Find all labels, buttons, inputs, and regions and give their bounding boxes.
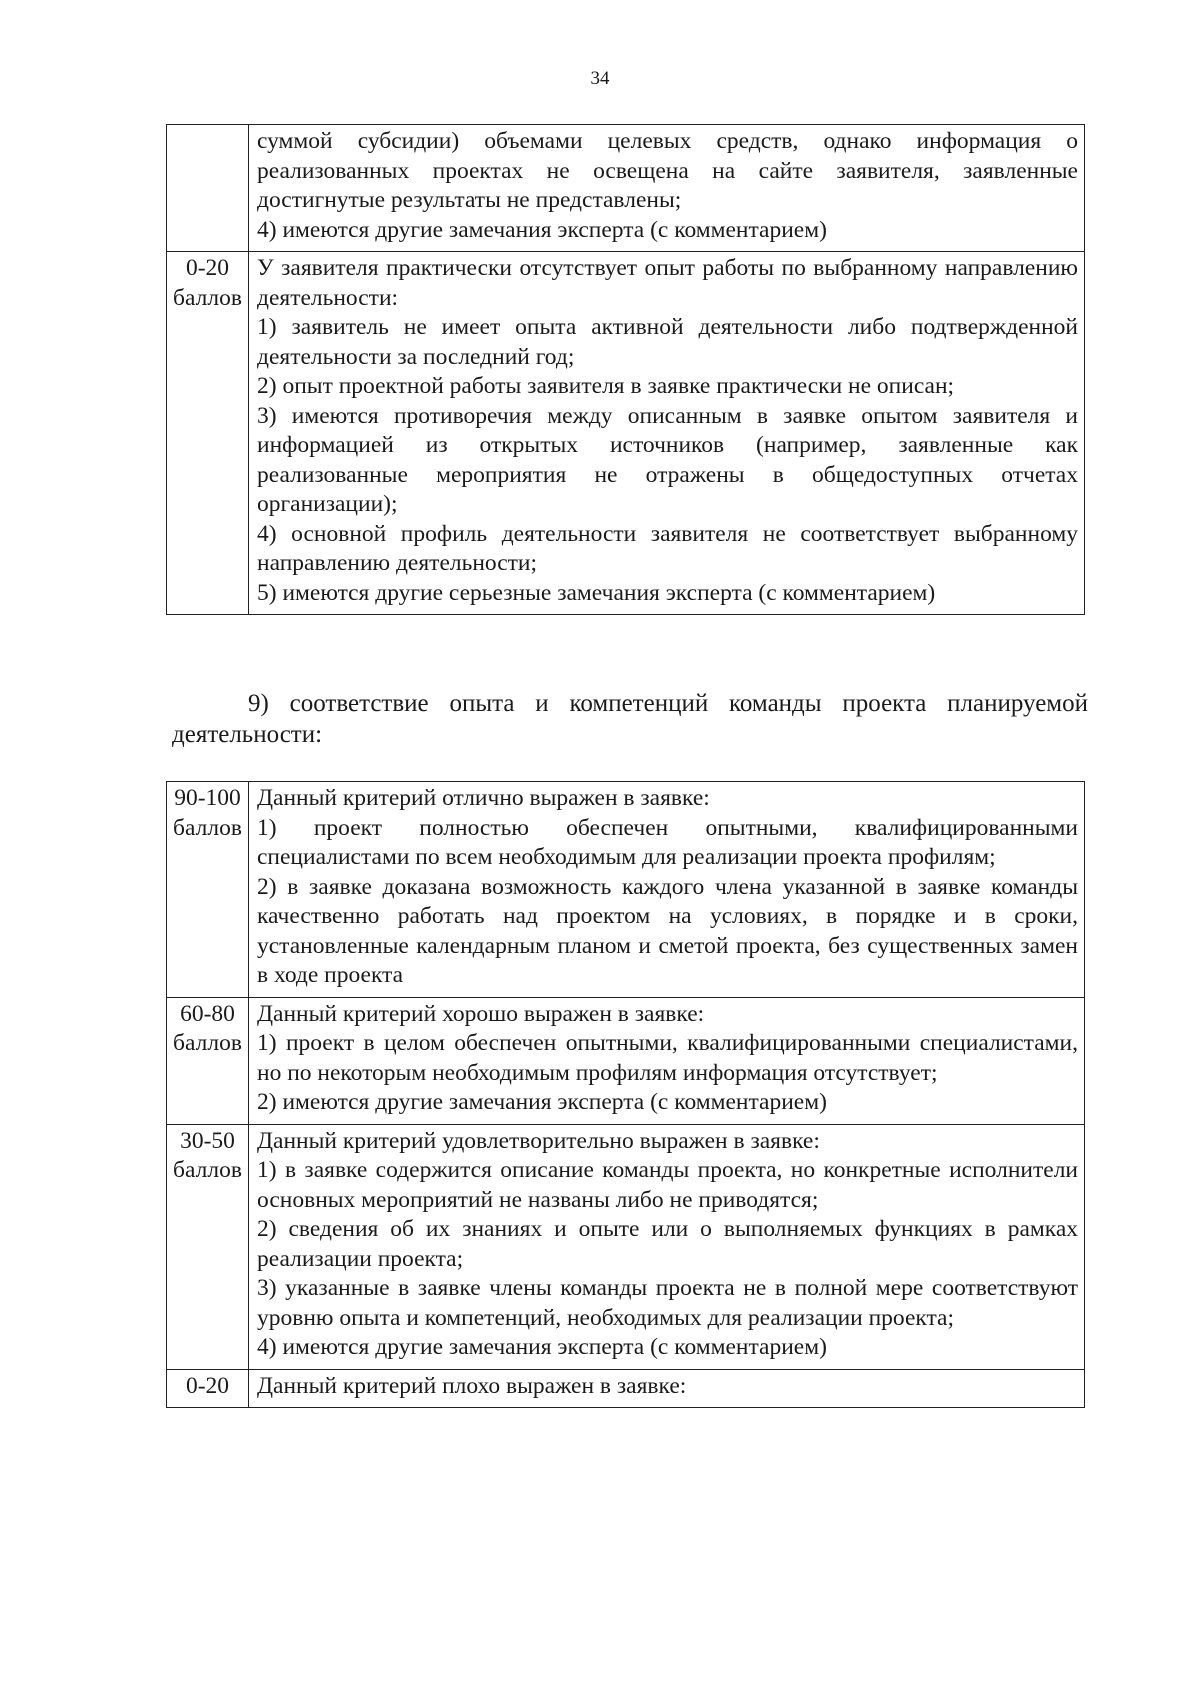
table-row xyxy=(167,1369,1085,1408)
score-range: 60-80 xyxy=(180,1000,235,1027)
score-unit: баллов xyxy=(173,1030,242,1056)
table-row xyxy=(167,1124,1085,1369)
description-line: Данный критерий плохо выражен в заявке: xyxy=(257,1372,687,1399)
description-line: 2) сведения об их знаниях и опыте или о выполняемых функциях в рамках реализации проекта; xyxy=(257,1216,1078,1272)
score-cell xyxy=(167,1369,249,1408)
score-cell xyxy=(167,782,249,998)
description-cell xyxy=(249,1124,1085,1369)
criteria-table-continued xyxy=(166,124,1085,615)
score-unit: баллов xyxy=(173,814,242,841)
table-row xyxy=(167,252,1085,615)
description-line: суммой субсидии) объемами целевых средств, однако информация о реализованных проектах не освещена на сайте заявителя, заявленные достигнутые результаты не представлены; xyxy=(257,128,1078,213)
description-cell xyxy=(249,125,1085,252)
description-cell xyxy=(249,1369,1085,1408)
description-line: Данный критерий удовлетворительно выражен в заявке: xyxy=(257,1127,820,1154)
description-line: 4) имеются другие замечания эксперта (с комментарием) xyxy=(257,1334,827,1360)
score-unit: баллов xyxy=(173,284,242,311)
description-line: 3) имеются противоречия между описанным в заявке опытом заявителя и информацией из открытых источников (например, заявленные как реализованные мероприятия не отражены в общедоступных отчетах организации); xyxy=(257,402,1078,517)
description-line: 4) основной профиль деятельности заявителя не соответствует выбранному направлению деятельности; xyxy=(257,520,1078,576)
description-line: 1) проект в целом обеспечен опытными, квалифицированными специалистами, но по некоторым необходимым профилям информация отсутствует; xyxy=(257,1030,1078,1086)
table-row xyxy=(167,997,1085,1124)
score-unit: баллов xyxy=(173,1157,242,1183)
description-line: 2) опыт проектной работы заявителя в заявке практически не описан; xyxy=(257,373,955,399)
description-cell xyxy=(249,252,1085,615)
description-line: У заявителя практически отсутствует опыт работы по выбранному направлению деятельности: xyxy=(257,255,1078,311)
description-line: 5) имеются другие серьезные замечания эксперта (с комментарием) xyxy=(257,579,936,606)
description-cell xyxy=(249,782,1085,998)
table-row xyxy=(167,125,1085,252)
score-cell xyxy=(167,1124,249,1369)
score-cell xyxy=(167,252,249,615)
description-line: 4) имеются другие замечания эксперта (с комментарием) xyxy=(257,216,827,243)
criteria-table-team xyxy=(166,781,1085,1408)
description-line: 1) проект полностью обеспечен опытными, квалифицированными специалистами по всем необходимым для реализации проекта профилям; xyxy=(257,814,1078,870)
score-range: 0-20 xyxy=(185,1372,230,1399)
score-range: 0-20 xyxy=(185,255,230,281)
description-line: 1) в заявке содержится описание команды проекта, но конкретные исполнители основных мероприятий не названы либо не приводятся; xyxy=(257,1157,1078,1213)
description-line: 2) имеются другие замечания эксперта (с комментарием) xyxy=(257,1089,827,1115)
score-cell xyxy=(167,125,249,252)
description-line: Данный критерий хорошо выражен в заявке: xyxy=(257,1000,705,1027)
score-cell xyxy=(167,997,249,1124)
description-line: Данный критерий отлично выражен в заявке: xyxy=(257,785,710,811)
section-heading: 9) соответствие опыта и компетенций команды проекта планируемой деятельности: xyxy=(172,690,1088,748)
description-line: 3) указанные в заявке члены команды проекта не в полной мере соответствуют уровню опыта и компетенций, необходимых для реализации проекта; xyxy=(257,1275,1078,1331)
score-range: 30-50 xyxy=(180,1127,235,1154)
score-range: 90-100 xyxy=(174,785,241,811)
table-row xyxy=(167,782,1085,998)
page-number: 34 xyxy=(590,68,610,89)
description-line: 1) заявитель не имеет опыта активной деятельности либо подтвержденной деятельности за последний год; xyxy=(257,314,1078,370)
description-cell xyxy=(249,997,1085,1124)
description-line: 2) в заявке доказана возможность каждого члена указанной в заявке команды качественно работать над проектом на условиях, в порядке и в сроки, установленные календарным планом и сметой проекта, без существенных замен в ходе проекта xyxy=(257,873,1078,988)
